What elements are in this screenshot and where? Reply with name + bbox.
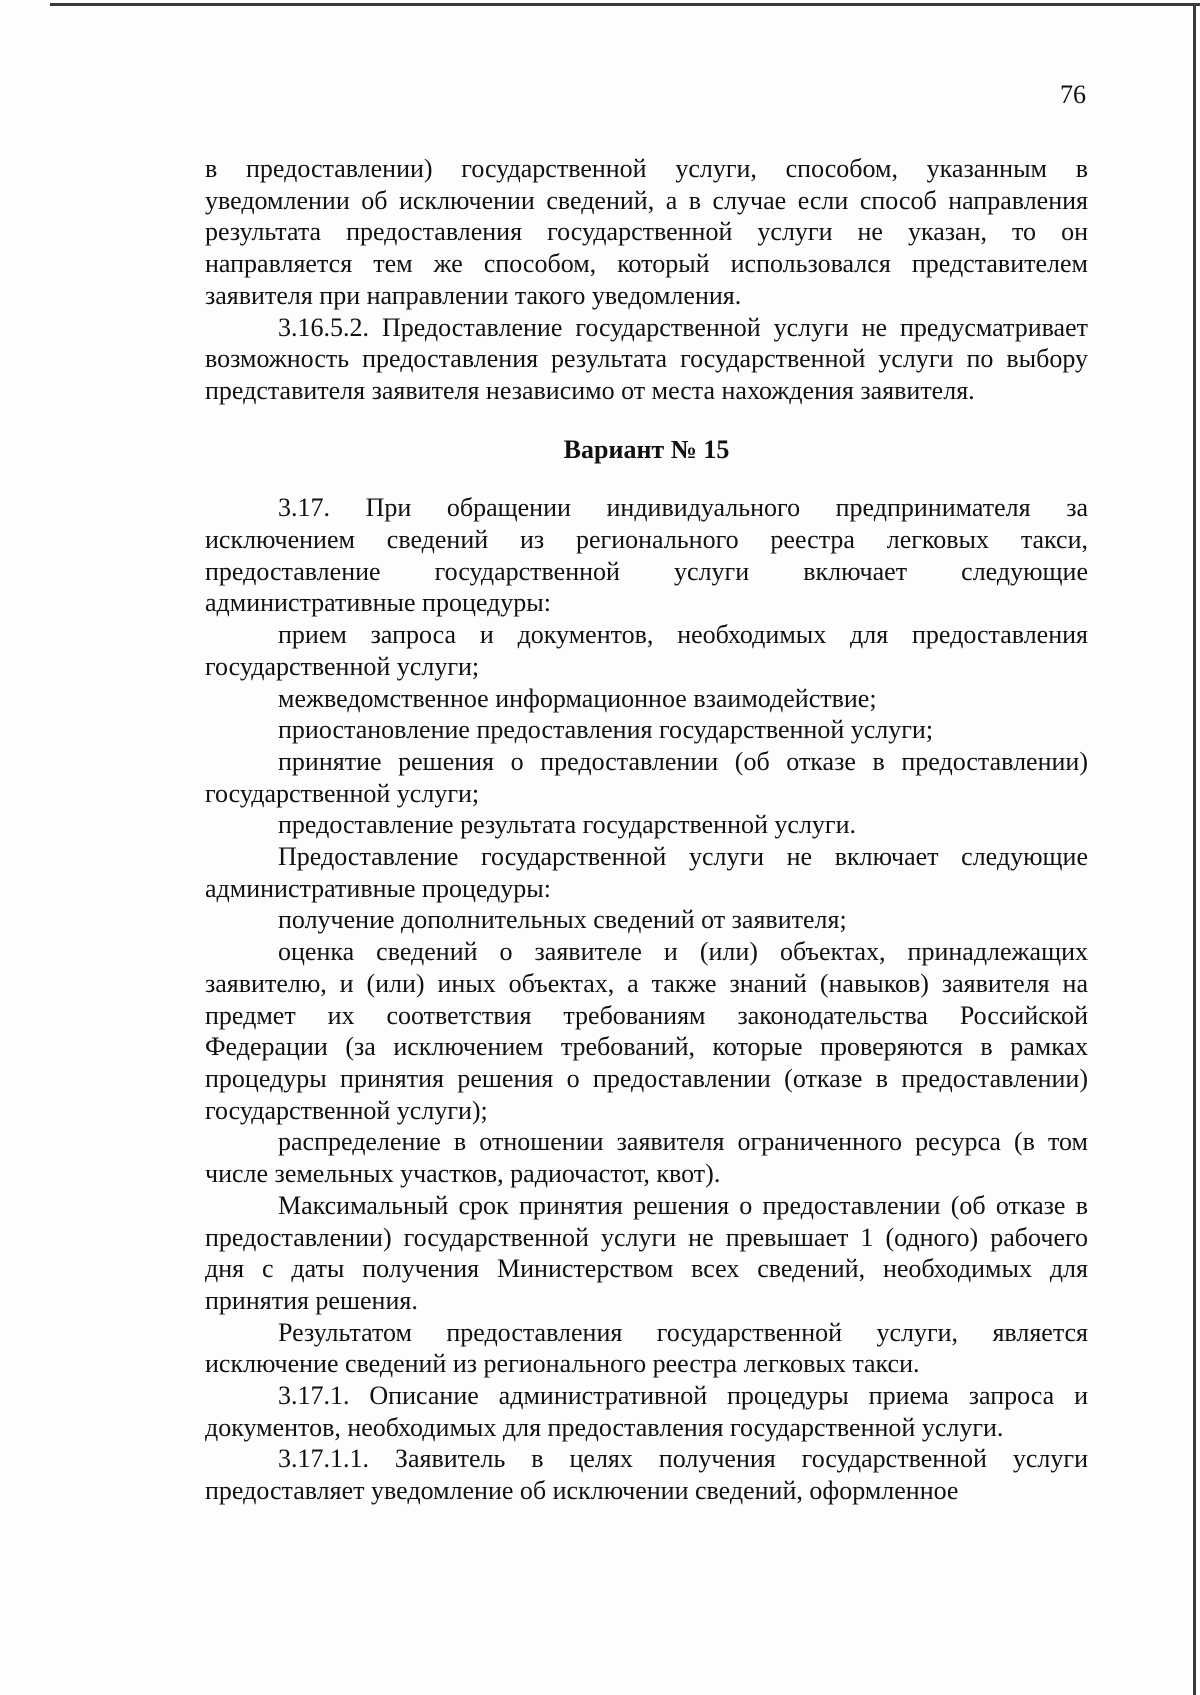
paragraph: предоставление результата государственной услуги. bbox=[278, 810, 857, 840]
paragraph: приостановление предоставления государственной услуги; bbox=[278, 715, 934, 745]
paragraph: Максимальный срок принятия решения о предоставлении (об отказе в предоставлении) государственной услуги не превышает 1 (одного) рабочего дня с даты получения Министерством всех сведений, необходимых для принятия решения. bbox=[205, 1190, 1088, 1315]
paragraph: получение дополнительных сведений от заявителя; bbox=[278, 905, 847, 935]
page-number: 76 bbox=[1060, 80, 1086, 109]
section-heading: Вариант № 15 bbox=[563, 434, 730, 464]
paragraph: прием запроса и документов, необходимых для предоставления государственной услуги; bbox=[205, 620, 1088, 681]
paragraph: межведомственное информационное взаимодействие; bbox=[278, 683, 877, 713]
paragraph: Предоставление государственной услуги не включает следующие административные процедуры: bbox=[205, 842, 1088, 903]
document-body bbox=[205, 153, 1088, 1507]
paragraph: Результатом предоставления государственной услуги, является исключение сведений из регионального реестра легковых такси. bbox=[205, 1317, 1088, 1379]
paragraph: в предоставлении) государственной услуги, способом, указанным в уведомлении об исключении сведений, а в случае если способ направления результата предоставления государственной услуги не указан, то он направляется тем же способом, который использовался представителем заявителя при направлении такого уведомления. bbox=[205, 154, 1088, 310]
scan-edge-right bbox=[1193, 3, 1196, 1695]
paragraphs-before-heading bbox=[205, 153, 1088, 407]
paragraph: принятие решения о предоставлении (об отказе в предоставлении) государственной услуги; bbox=[205, 746, 1088, 808]
paragraph: 3.16.5.2. Предоставление государственной услуги не предусматривает возможность предоставления результата государственной услуги по выбору представителя заявителя независимо от места нахождения заявителя. bbox=[205, 312, 1088, 405]
scan-edge-top bbox=[50, 3, 1200, 6]
paragraph: 3.17.1. Описание административной процедуры приема запроса и документов, необходимых для предоставления государственной услуги. bbox=[205, 1381, 1088, 1442]
paragraph: оценка сведений о заявителе и (или) объектах, принадлежащих заявителю, и (или) иных объектах, а также знаний (навыков) заявителя на предмет их соответствия требованиям законодательства Российской Федерации (за исключением требований, которые проверяются в рамках процедуры принятия решения о предоставлении (отказе в предоставлении) государственной услуги); bbox=[205, 937, 1088, 1125]
paragraph: 3.17.1.1. Заявитель в целях получения государственной услуги предоставляет уведомление об исключении сведений, оформленное bbox=[205, 1444, 1088, 1506]
paragraph: распределение в отношении заявителя ограниченного ресурса (в том числе земельных участков, радиочастот, квот). bbox=[205, 1127, 1088, 1189]
paragraphs-after-heading bbox=[205, 492, 1088, 1507]
paragraph: 3.17. При обращении индивидуального предпринимателя за исключением сведений из регионального реестра легковых такси, предоставление государственной услуги включает следующие административные процедуры: bbox=[205, 493, 1088, 618]
